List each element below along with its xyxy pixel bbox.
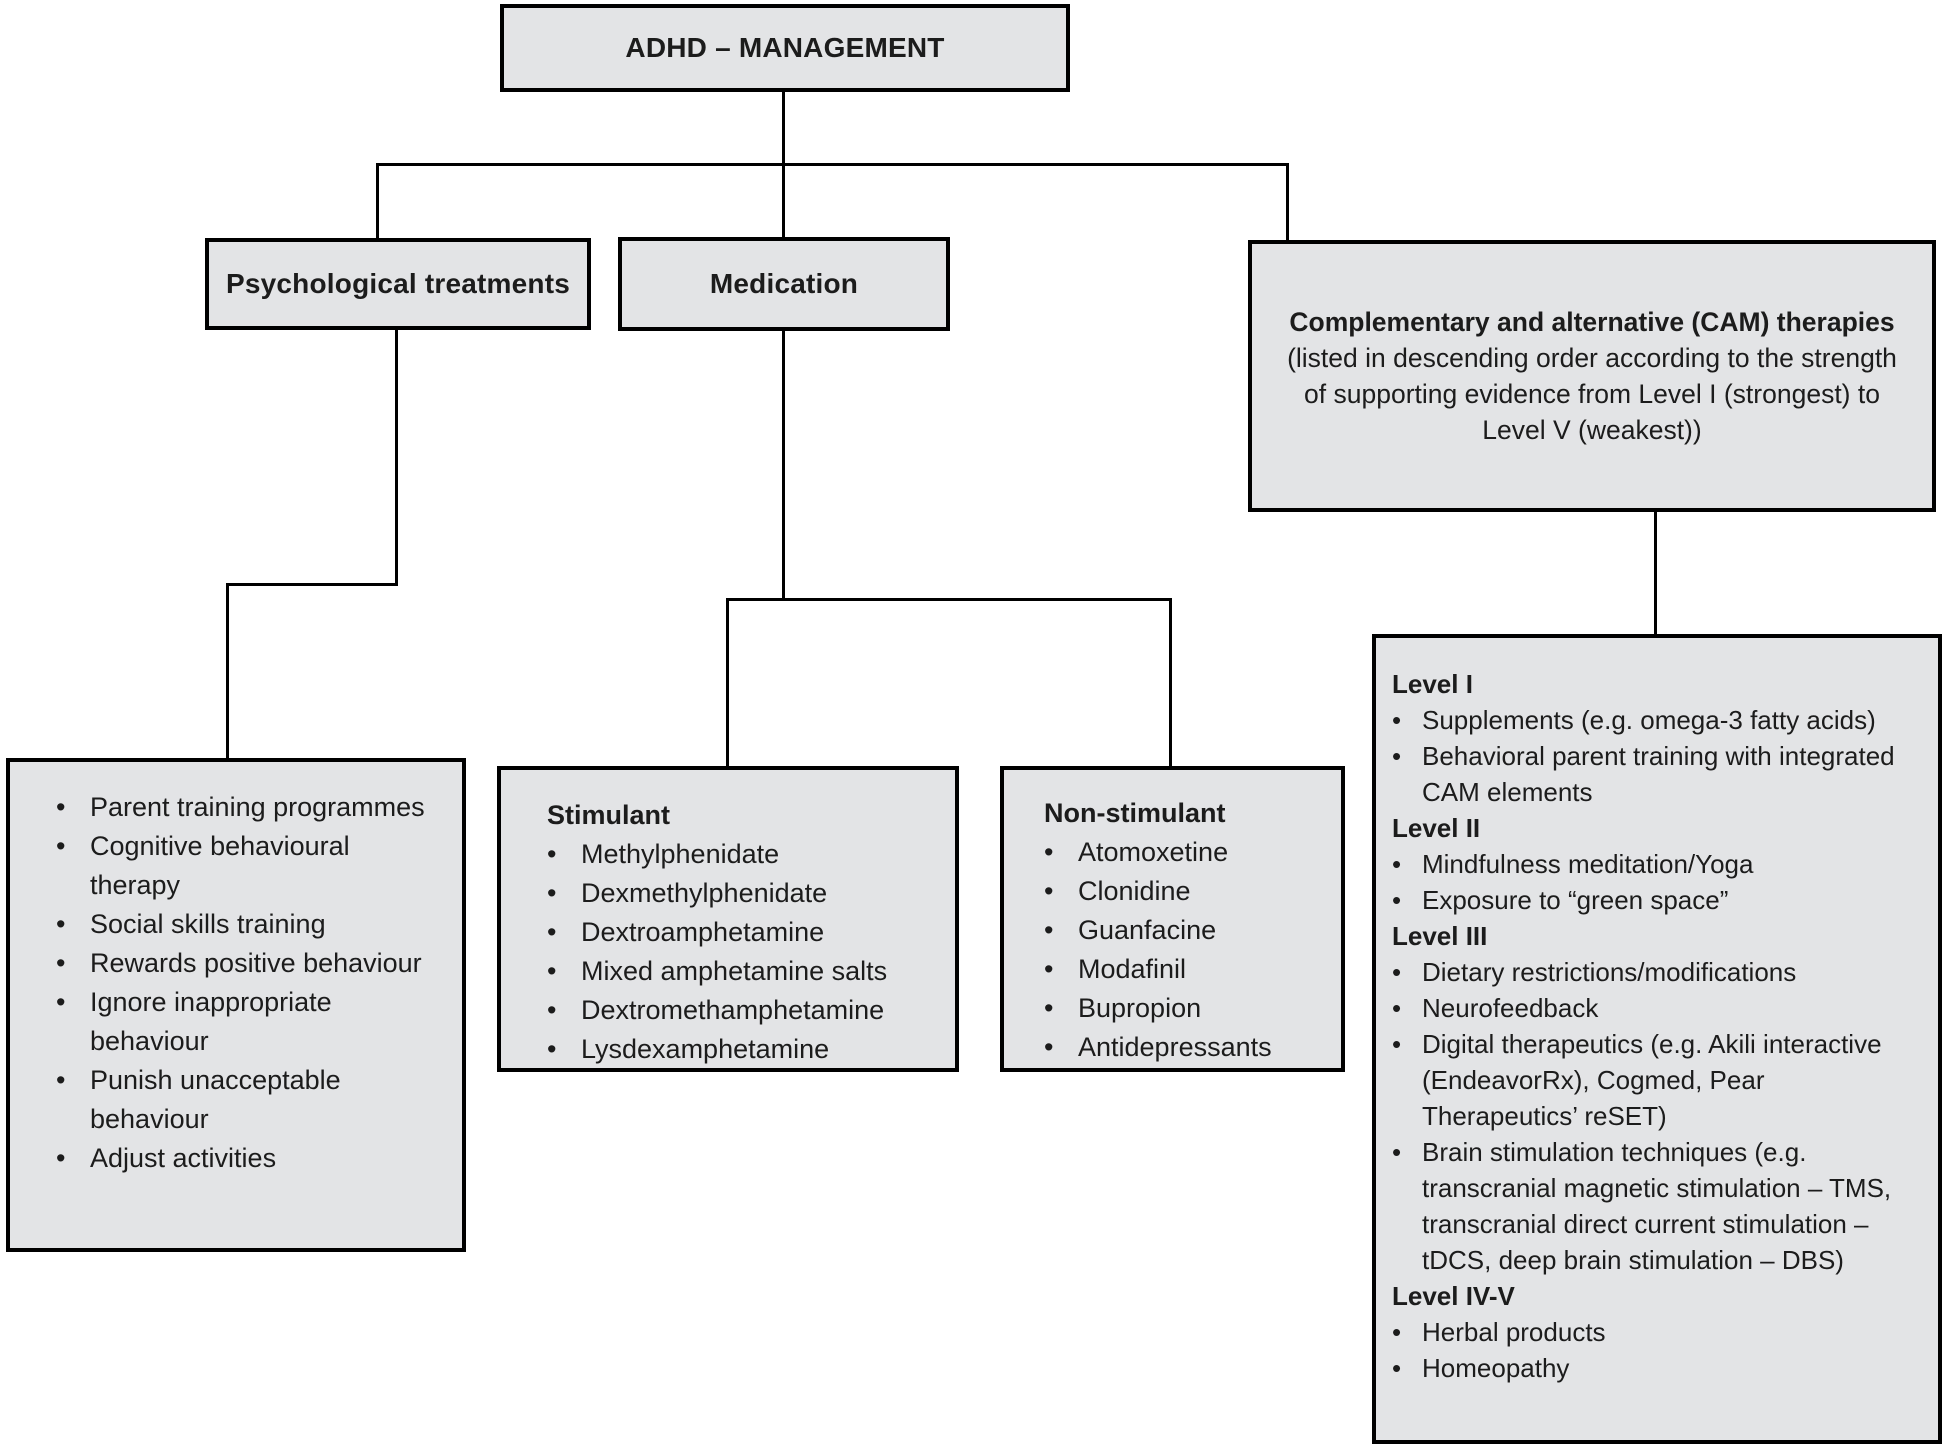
bullet-icon: • bbox=[1392, 849, 1402, 879]
list-item-label: Ignore inappropriate behaviour bbox=[90, 987, 332, 1056]
root-box-adhd-management bbox=[500, 4, 1070, 92]
level-4-5-heading: Level IV-V bbox=[1392, 1281, 1515, 1311]
branch-box-psychological-treatments bbox=[205, 238, 591, 330]
list-item-label: Homeopathy bbox=[1422, 1353, 1570, 1383]
bullet-icon: • bbox=[1044, 837, 1054, 867]
bullet-icon: • bbox=[547, 878, 557, 908]
list-item bbox=[1044, 1028, 1327, 1067]
bullet-icon: • bbox=[1044, 876, 1054, 906]
list-item-label: Dietary restrictions/modifications bbox=[1422, 957, 1797, 987]
list-item-label: Neurofeedback bbox=[1422, 993, 1599, 1023]
non-stimulant-items-list bbox=[1044, 833, 1327, 1067]
psychological-items-box bbox=[6, 758, 466, 1252]
list-item-label: Herbal products bbox=[1422, 1317, 1606, 1347]
non-stimulant-box bbox=[1000, 766, 1345, 1072]
list-item-label: Exposure to “green space” bbox=[1422, 885, 1729, 915]
list-item-label: Dextromethamphetamine bbox=[581, 995, 885, 1025]
bullet-icon: • bbox=[1044, 915, 1054, 945]
bullet-icon: • bbox=[1392, 1353, 1402, 1383]
bullet-icon: • bbox=[56, 1143, 66, 1173]
connector-drop-cam bbox=[1286, 163, 1289, 240]
list-item-label: Behavioral parent training with integrated CAM elements bbox=[1422, 741, 1895, 807]
list-item bbox=[56, 905, 444, 944]
list-item-label: Parent training programmes bbox=[90, 792, 425, 822]
list-item-label: Atomoxetine bbox=[1078, 837, 1229, 867]
list-item bbox=[1044, 950, 1327, 989]
list-item bbox=[547, 913, 937, 952]
level-3-items-list bbox=[1392, 954, 1922, 1278]
list-item bbox=[1392, 954, 1922, 990]
bullet-icon: • bbox=[1392, 1029, 1402, 1059]
list-item bbox=[547, 1030, 937, 1069]
list-item bbox=[56, 983, 444, 1061]
list-item bbox=[1392, 738, 1922, 810]
bullet-icon: • bbox=[1392, 741, 1402, 771]
bullet-icon: • bbox=[1044, 954, 1054, 984]
list-item-label: Methylphenidate bbox=[581, 839, 780, 869]
connector-drop-medication bbox=[782, 163, 785, 237]
level-1-items-list bbox=[1392, 702, 1922, 810]
list-item-label: Clonidine bbox=[1078, 876, 1191, 906]
connector-drop-stimulant bbox=[726, 598, 729, 766]
list-item-label: Bupropion bbox=[1078, 993, 1202, 1023]
bullet-icon: • bbox=[56, 948, 66, 978]
list-item-label: Mixed amphetamine salts bbox=[581, 956, 888, 986]
bullet-icon: • bbox=[1392, 705, 1402, 735]
connector-psychological-elbow bbox=[226, 583, 398, 586]
bullet-icon: • bbox=[56, 1065, 66, 1095]
branch-box-cam-therapies bbox=[1248, 240, 1936, 512]
medication-label: Medication bbox=[709, 268, 859, 299]
list-item bbox=[1392, 1026, 1922, 1134]
list-item-label: Social skills training bbox=[90, 909, 326, 939]
cam-levels-box bbox=[1372, 634, 1942, 1444]
non-stimulant-heading: Non-stimulant bbox=[1044, 798, 1226, 828]
level-1-heading: Level I bbox=[1392, 669, 1473, 699]
bullet-icon: • bbox=[547, 839, 557, 869]
list-item bbox=[1392, 1314, 1922, 1350]
list-item bbox=[1392, 882, 1922, 918]
list-item-label: Cognitive behavioural therapy bbox=[90, 831, 350, 900]
list-item bbox=[1392, 990, 1922, 1026]
list-item-label: Guanfacine bbox=[1078, 915, 1217, 945]
bullet-icon: • bbox=[1044, 993, 1054, 1023]
bullet-icon: • bbox=[1392, 1317, 1402, 1347]
list-item bbox=[56, 788, 444, 827]
bullet-icon: • bbox=[547, 1034, 557, 1064]
bullet-icon: • bbox=[1392, 1137, 1402, 1167]
list-item-label: Adjust activities bbox=[90, 1143, 277, 1173]
list-item bbox=[547, 952, 937, 991]
list-item bbox=[56, 1139, 444, 1178]
list-item-label: Supplements (e.g. omega-3 fatty acids) bbox=[1422, 705, 1876, 735]
level-2-items-list bbox=[1392, 846, 1922, 918]
cam-label bbox=[1274, 304, 1910, 448]
branch-box-medication bbox=[618, 237, 950, 331]
list-item-label: Digital therapeutics (e.g. Akili interactive (EndeavorRx), Cogmed, Pear Therapeutics’ reSET) bbox=[1422, 1029, 1882, 1131]
bullet-icon: • bbox=[56, 987, 66, 1017]
psychological-items-list bbox=[56, 788, 444, 1178]
connector-cam-down bbox=[1654, 512, 1657, 634]
list-item bbox=[56, 944, 444, 983]
stimulant-box bbox=[497, 766, 959, 1072]
level-2-heading: Level II bbox=[1392, 813, 1481, 843]
bullet-icon: • bbox=[56, 792, 66, 822]
list-item bbox=[547, 991, 937, 1030]
stimulant-heading: Stimulant bbox=[547, 800, 671, 830]
list-item-label: Mindfulness meditation/Yoga bbox=[1422, 849, 1754, 879]
cam-label-rest: (listed in descending order according to the strength of supporting evidence from Level I (strongest) to Level V (weakest)) bbox=[1287, 343, 1897, 445]
list-item-label: Modafinil bbox=[1078, 954, 1187, 984]
list-item bbox=[56, 827, 444, 905]
bullet-icon: • bbox=[1392, 993, 1402, 1023]
bullet-icon: • bbox=[56, 831, 66, 861]
bullet-icon: • bbox=[1392, 957, 1402, 987]
list-item bbox=[1392, 702, 1922, 738]
list-item bbox=[1044, 989, 1327, 1028]
list-item-label: Dextroamphetamine bbox=[581, 917, 825, 947]
list-item bbox=[1392, 846, 1922, 882]
list-item bbox=[1044, 872, 1327, 911]
connector-root-down bbox=[782, 92, 785, 166]
connector-top-bus bbox=[376, 163, 1289, 166]
connector-drop-psychological bbox=[376, 163, 379, 238]
list-item-label: Punish unacceptable behaviour bbox=[90, 1065, 341, 1134]
root-title: ADHD – MANAGEMENT bbox=[625, 32, 945, 63]
list-item-label: Brain stimulation techniques (e.g. transcranial magnetic stimulation – TMS, transcranial direct current stimulation – tDCS, deep brain stimulation – DBS) bbox=[1422, 1137, 1892, 1275]
connector-medication-bus bbox=[726, 598, 1172, 601]
list-item bbox=[547, 835, 937, 874]
connector-psychological-down bbox=[395, 330, 398, 585]
bullet-icon: • bbox=[547, 956, 557, 986]
level-3-heading: Level III bbox=[1392, 921, 1488, 951]
list-item-label: Rewards positive behaviour bbox=[90, 948, 422, 978]
list-item bbox=[1044, 911, 1327, 950]
bullet-icon: • bbox=[547, 995, 557, 1025]
stimulant-items-list bbox=[547, 835, 937, 1069]
list-item bbox=[56, 1061, 444, 1139]
list-item bbox=[1392, 1134, 1922, 1278]
list-item bbox=[1392, 1350, 1922, 1386]
list-item-label: Antidepressants bbox=[1078, 1032, 1272, 1062]
bullet-icon: • bbox=[1044, 1032, 1054, 1062]
bullet-icon: • bbox=[56, 909, 66, 939]
cam-label-bold: Complementary and alternative (CAM) therapies bbox=[1289, 307, 1895, 337]
connector-medication-down bbox=[782, 331, 785, 600]
list-item bbox=[547, 874, 937, 913]
list-item-label: Lysdexamphetamine bbox=[581, 1034, 830, 1064]
psychological-label: Psychological treatments bbox=[225, 268, 571, 299]
list-item bbox=[1044, 833, 1327, 872]
bullet-icon: • bbox=[1392, 885, 1402, 915]
level-4-5-items-list bbox=[1392, 1314, 1922, 1386]
bullet-icon: • bbox=[547, 917, 557, 947]
connector-drop-non-stimulant bbox=[1169, 598, 1172, 766]
list-item-label: Dexmethylphenidate bbox=[581, 878, 828, 908]
connector-psychological-drop bbox=[226, 583, 229, 758]
